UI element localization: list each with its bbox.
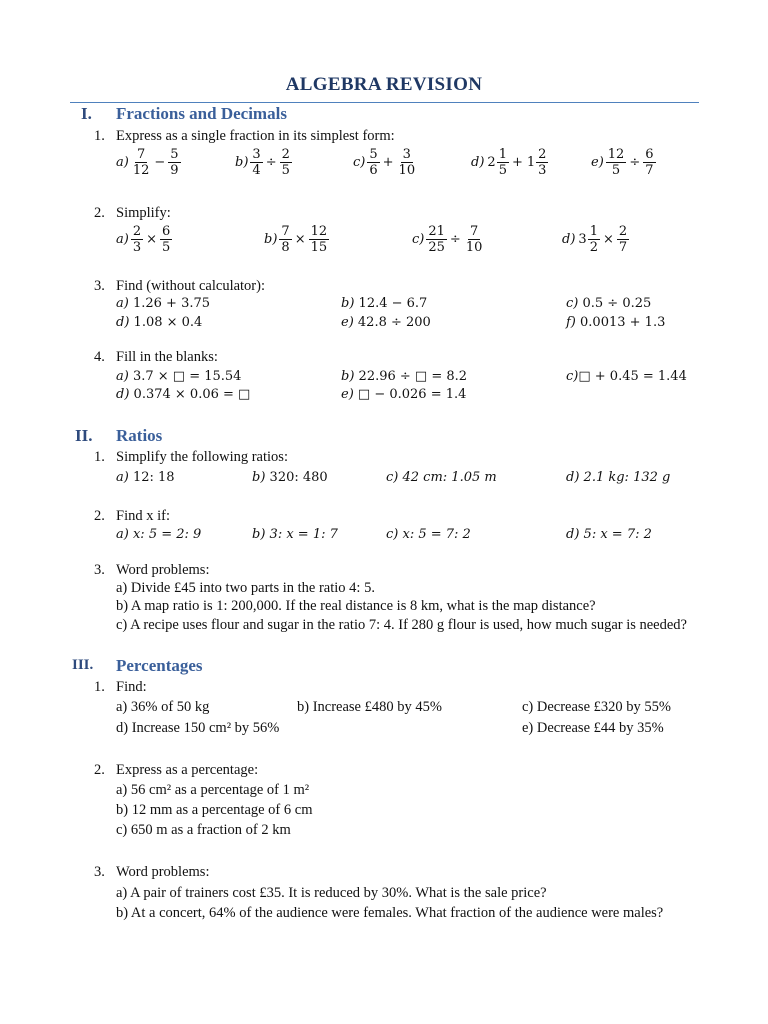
fraction: $\frac{6}{5}$ <box>162 224 171 255</box>
item-label: b) <box>264 232 278 247</box>
fraction-item <box>471 147 549 178</box>
question-number: 2. <box>94 205 105 221</box>
item-label: d) <box>562 232 576 247</box>
fraction: $\frac{2}{5}$ <box>281 147 290 178</box>
operator: × <box>146 232 158 247</box>
fraction: $\frac{7}{12}$ <box>132 147 150 178</box>
math-item: e) □ − 0.026 = 1.4 <box>341 387 467 402</box>
fraction-item <box>264 224 330 255</box>
math-item: b) 3: x = 1: 7 <box>252 527 338 542</box>
question-number: 1. <box>94 128 105 144</box>
fraction: $\frac{5}{6}$ <box>369 147 378 178</box>
fraction-item <box>562 224 630 255</box>
item-label: a) <box>116 155 129 170</box>
item-label: c) <box>412 232 425 247</box>
math-item: f) 0.0013 + 1.3 <box>566 315 666 330</box>
question-number: 2. <box>94 508 105 524</box>
question-number: 1. <box>94 449 105 465</box>
fraction: $\frac{7}{8}$ <box>281 224 290 255</box>
question-number: 3. <box>94 864 105 880</box>
operator: ÷ <box>629 155 641 170</box>
fraction: $\frac{6}{7}$ <box>645 147 654 178</box>
fraction: $\frac{12}{5}$ <box>607 147 625 178</box>
item-label: d) <box>471 155 485 170</box>
math-item: e) 42.8 ÷ 200 <box>341 315 431 330</box>
item-label: a) <box>116 232 129 247</box>
math-item: d) 0.374 × 0.06 = □ <box>116 387 251 402</box>
math-item: d) 2.1 kg: 132 g <box>566 470 671 485</box>
fraction: $\frac{1}{2}$ <box>589 224 598 255</box>
operator: × <box>602 232 614 247</box>
fraction: $\frac{21}{25}$ <box>428 224 445 255</box>
fraction: $\frac{3}{4}$ <box>252 147 261 178</box>
question-text: Word problems: <box>116 864 210 880</box>
question-text: Simplify the following ratios: <box>116 449 288 465</box>
item-label: e) <box>591 155 604 170</box>
fraction: $\frac{7}{10}$ <box>465 224 483 255</box>
whole-number: 1 <box>526 155 536 170</box>
fraction-item <box>591 147 657 178</box>
word-problem: b) At a concert, 64% of the audience were females. What fraction of the audience were males? <box>116 905 664 921</box>
list-item: c) 650 m as a fraction of 2 km <box>116 822 291 838</box>
fraction: $\frac{1}{5}$ <box>498 147 507 178</box>
question-text: Express as a single fraction in its simplest form: <box>116 128 395 144</box>
math-item: d) 1.08 × 0.4 <box>116 315 203 330</box>
math-item: c) x: 5 = 7: 2 <box>386 527 471 542</box>
page-title: ALGEBRA REVISION <box>285 74 483 95</box>
question-text: Simplify: <box>116 205 171 221</box>
math-item: d) 5: x = 7: 2 <box>566 527 652 542</box>
question-text: Find: <box>116 679 147 695</box>
question-text: Express as a percentage: <box>116 762 259 778</box>
section-title: Fractions and Decimals <box>116 104 287 123</box>
question-number: 1. <box>94 679 105 695</box>
fraction: $\frac{5}{9}$ <box>170 147 179 178</box>
title-divider <box>70 102 699 103</box>
fraction: $\frac{2}{3}$ <box>538 147 547 178</box>
list-item: c) Decrease £320 by 55% <box>522 699 671 715</box>
math-item: a) 3.7 × □ = 15.54 <box>116 369 242 384</box>
operator: ÷ <box>265 155 277 170</box>
fraction-item <box>116 224 173 255</box>
question-text: Find x if: <box>116 508 170 524</box>
fraction-item <box>412 224 485 255</box>
math-item: c) 0.5 ÷ 0.25 <box>566 296 652 311</box>
section-title: Percentages <box>116 656 203 675</box>
math-item: a) 1.26 + 3.75 <box>116 296 211 311</box>
math-item: a) x: 5 = 2: 9 <box>116 527 202 542</box>
whole-number: 3 <box>578 232 587 247</box>
question-text: Fill in the blanks: <box>116 349 218 365</box>
section-number: I. <box>81 104 92 123</box>
operator: + <box>382 155 394 170</box>
fraction: $\frac{2}{7}$ <box>618 224 628 255</box>
math-item: a) 12: 18 <box>116 470 175 485</box>
list-item: e) Decrease £44 by 35% <box>522 720 664 736</box>
fraction: $\frac{12}{15}$ <box>310 224 328 255</box>
question-number: 3. <box>94 562 105 578</box>
operator: ÷ <box>449 232 461 247</box>
operator: + <box>511 155 523 170</box>
fraction-item <box>235 147 293 178</box>
list-item: a) 56 cm² as a percentage of 1 m² <box>116 782 310 798</box>
operator: − <box>154 155 166 170</box>
operator: × <box>294 232 306 247</box>
item-label: b) <box>235 155 249 170</box>
section-number: III. <box>72 657 94 673</box>
list-item: b) 12 mm as a percentage of 6 cm <box>116 802 313 818</box>
fraction-item <box>353 147 418 178</box>
fraction: $\frac{3}{10}$ <box>398 147 416 178</box>
math-item: c)□ + 0.45 = 1.44 <box>566 369 687 384</box>
section-title: Ratios <box>116 426 163 445</box>
list-item: a) 36% of 50 kg <box>116 699 210 715</box>
question-text: Word problems: <box>116 562 210 578</box>
math-item: c) 42 cm: 1.05 m <box>386 470 497 485</box>
question-number: 3. <box>94 278 105 294</box>
word-problem: c) A recipe uses flour and sugar in the ratio 7: 4. If 280 g flour is used, how much sugar is needed? <box>116 617 687 633</box>
list-item: d) Increase 150 cm² by 56% <box>116 720 280 736</box>
section-number: II. <box>75 426 93 445</box>
math-item: b) 320: 480 <box>252 470 328 485</box>
item-label: c) <box>353 155 366 170</box>
list-item: b) Increase £480 by 45% <box>297 699 442 715</box>
question-text: Find (without calculator): <box>116 278 265 294</box>
question-number: 4. <box>94 349 105 365</box>
question-number: 2. <box>94 762 105 778</box>
math-item: b) 12.4 − 6.7 <box>341 296 428 311</box>
math-item: b) 22.96 ÷ □ = 8.2 <box>341 369 468 384</box>
fraction: $\frac{2}{3}$ <box>132 224 142 255</box>
word-problem: a) Divide £45 into two parts in the ratio 4: 5. <box>116 580 375 596</box>
word-problem: b) A map ratio is 1: 200,000. If the real distance is 8 km, what is the map distance? <box>116 598 596 614</box>
whole-number: 2 <box>487 155 496 170</box>
fraction-item <box>116 147 182 178</box>
word-problem: a) A pair of trainers cost £35. It is reduced by 30%. What is the sale price? <box>116 885 547 901</box>
